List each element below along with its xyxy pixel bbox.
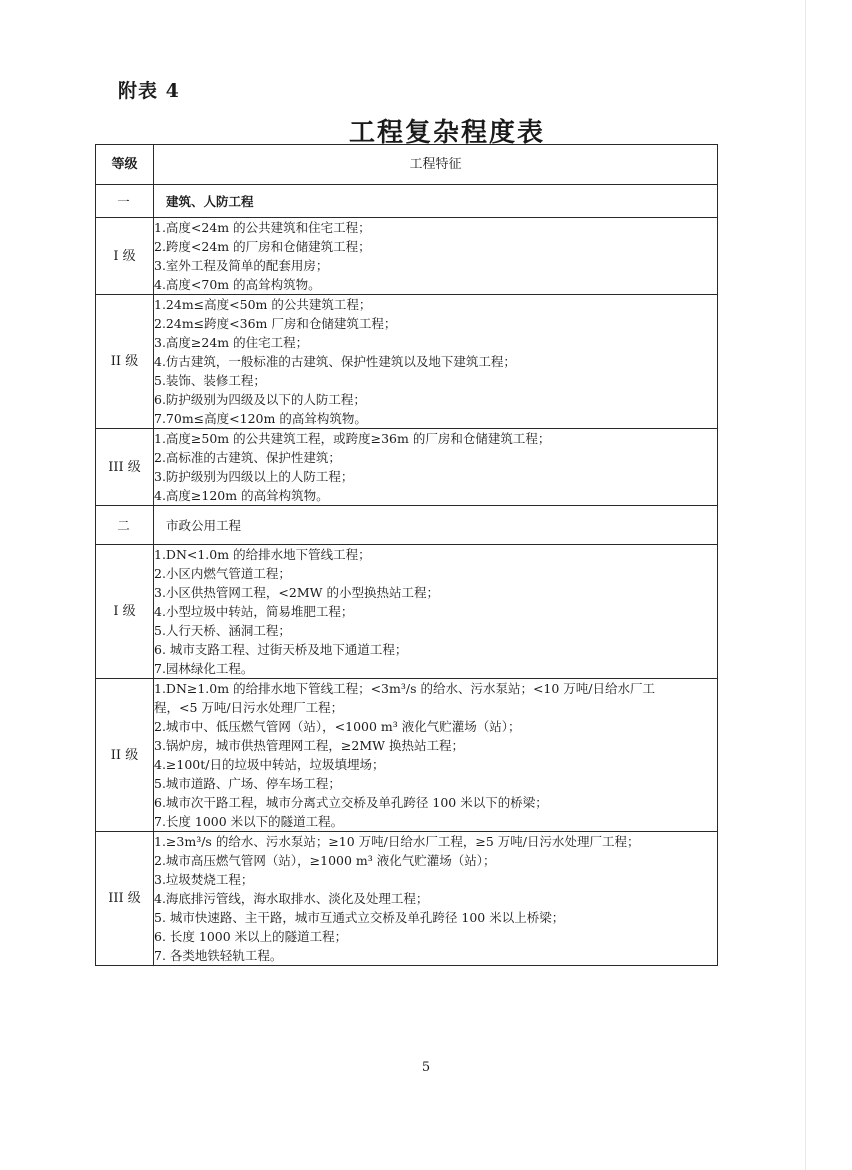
feature-item: 1.≥3m³/s 的给水、污水泵站；≥10 万吨/日给水厂工程，≥5 万吨/日污水处理厂工程； [154,834,640,849]
feature-item: 2.高标准的古建筑、保护性建筑； [154,450,341,465]
grade-cell: I 级 [96,218,154,295]
feature-item: 1.高度≥50m 的公共建筑工程，或跨度≥36m 的厂房和仓储建筑工程； [154,431,551,446]
features-cell [154,218,718,295]
table-row [96,429,718,506]
feature-item: 程，<5 万吨/日污水处理厂工程； [154,700,344,715]
page-title: 工程复杂程度表 [348,118,545,148]
feature-item: 7.园林绿化工程。 [154,661,254,676]
feature-item: 6.城市次干路工程，城市分离式立交桥及单孔跨径 100 米以下的桥梁； [154,795,548,810]
feature-item: 2.24m≤跨度<36m 厂房和仓储建筑工程； [154,316,397,331]
grade-cell: III 级 [96,429,154,506]
feature-item: 6. 长度 1000 米以上的隧道工程； [154,929,348,944]
feature-item: 1.DN<1.0m 的给排水地下管线工程； [154,547,371,562]
feature-item: 2.小区内燃气管道工程； [154,566,291,581]
feature-item: 6.防护级别为四级及以下的人防工程； [154,392,366,407]
section-row [96,185,718,218]
feature-item: 2.跨度<24m 的厂房和仓储建筑工程； [154,239,371,254]
section-title: 建筑、人防工程 [154,185,718,218]
feature-item: 7. 各类地铁轻轨工程。 [154,948,283,963]
table-row [96,679,718,832]
features-cell [154,295,718,429]
table-row [96,545,718,679]
table-header-row [96,145,718,185]
feature-item: 4.≥100t/日的垃圾中转站，垃圾填埋场； [154,757,385,772]
features-cell [154,832,718,966]
section-number-cell [96,506,154,545]
complexity-table [95,144,718,966]
table-body [96,185,718,966]
feature-item: 3.高度≥24m 的住宅工程； [154,335,309,350]
feature-item: 5.人行天桥、涵洞工程； [154,623,291,638]
grade-cell: II 级 [96,295,154,429]
feature-item: 5.装饰、装修工程； [154,373,266,388]
section-number-cell [96,185,154,218]
section-number: 二 [117,517,132,533]
section-title: 市政公用工程 [154,506,718,545]
feature-item: 1.24m≤高度<50m 的公共建筑工程； [154,297,372,312]
feature-item: 4.海底排污管线，海水取排水、淡化及处理工程； [154,891,429,906]
table-row [96,295,718,429]
feature-item: 3.锅炉房，城市供热管理网工程，≥2MW 换热站工程； [154,738,464,753]
section-row [96,506,718,545]
feature-item: 3.防护级别为四级以上的人防工程； [154,469,354,484]
feature-item: 6. 城市支路工程、过街天桥及地下通道工程； [154,642,408,657]
feature-item: 2.城市高压燃气管网（站），≥1000 m³ 液化气贮灌场（站）； [154,853,496,868]
header-features: 工程特征 [154,145,718,185]
table-row [96,832,718,966]
feature-item: 5.城市道路、广场、停车场工程； [154,776,341,791]
feature-item: 4.小型垃圾中转站，简易堆肥工程； [154,604,354,619]
feature-item: 4.高度<70m 的高耸构筑物。 [154,277,321,292]
table-row [96,218,718,295]
feature-item: 3.室外工程及简单的配套用房； [154,258,329,273]
feature-item: 1.DN≥1.0m 的给排水地下管线工程；<3m³/s 的给水、污水泵站；<10 万吨/日给水厂工 [154,681,656,696]
section-number: 一 [117,193,132,209]
grade-cell: I 级 [96,545,154,679]
header-grade: 等级 [96,145,154,185]
page-number: 5 [421,1060,431,1075]
feature-item: 7.70m≤高度<120m 的高耸构筑物。 [154,411,367,426]
features-cell [154,679,718,832]
feature-item: 3.垃圾焚烧工程； [154,872,254,887]
feature-item: 2.城市中、低压燃气管网（站），<1000 m³ 液化气贮灌场（站）； [154,719,521,734]
grade-cell: III 级 [96,832,154,966]
feature-item: 1.高度<24m 的公共建筑和住宅工程； [154,220,371,235]
features-cell [154,545,718,679]
feature-item: 4.仿古建筑，一般标准的古建筑、保护性建筑以及地下建筑工程； [154,354,516,369]
appendix-label: 附表 4 [118,80,180,102]
feature-item: 5. 城市快速路、主干路，城市互通式立交桥及单孔跨径 100 米以上桥梁； [154,910,565,925]
scan-edge-line [805,0,806,1170]
features-cell [154,429,718,506]
feature-item: 3.小区供热管网工程，<2MW 的小型换热站工程； [154,585,439,600]
feature-item: 4.高度≥120m 的高耸构筑物。 [154,488,329,503]
grade-cell: II 级 [96,679,154,832]
feature-item: 7.长度 1000 米以下的隧道工程。 [154,814,344,829]
